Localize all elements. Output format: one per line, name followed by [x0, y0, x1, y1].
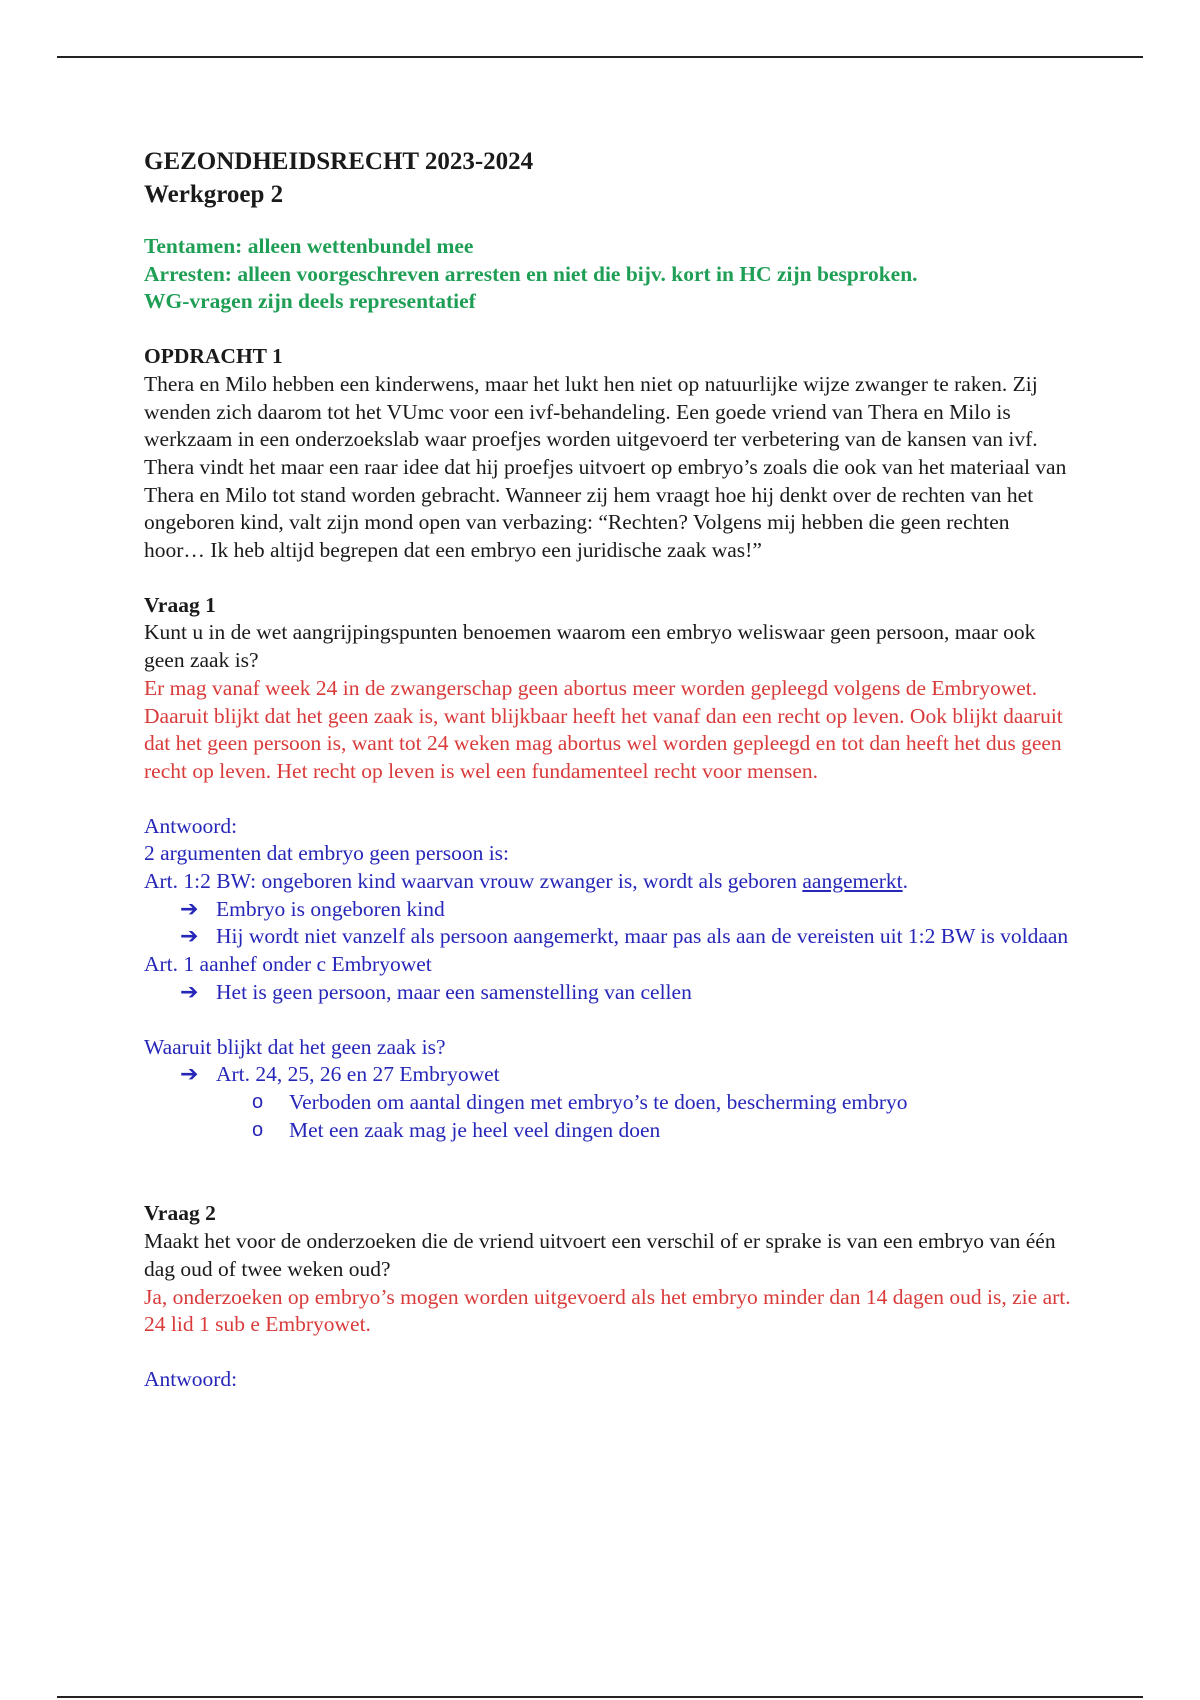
arrow-item-text: Hij wordt niet vanzelf als persoon aangemerkt, maar pas als aan de vereisten uit 1:2 BW is voldaan [216, 924, 1069, 949]
art-line-suffix: . [902, 869, 909, 894]
vraag2-antwoord-label: Antwoord: [144, 1366, 238, 1391]
arrow-icon: ➔ [180, 1062, 199, 1088]
art-line-prefix: Art. 1:2 BW: ongeboren kind waarvan vrouw zwanger is, wordt als geboren [144, 869, 803, 894]
vraag2-heading: Vraag 2 [144, 1201, 216, 1226]
sub-bullet-item [144, 1089, 1074, 1117]
arrow-item [144, 979, 1074, 1007]
arguments-intro: 2 argumenten dat embryo geen persoon is: [144, 841, 510, 866]
art-1-2-line [144, 868, 1074, 896]
vraag2-question: Maakt het voor de onderzoeken die de vriend uitvoert een verschil of er sprake is van een embryo van één dag oud of twee weken oud? [144, 1229, 1056, 1281]
arrow-item-text: Het is geen persoon, maar een samenstelling van cellen [216, 979, 692, 1004]
top-rule [57, 56, 1143, 58]
vraag1-antwoord-label: Antwoord: [144, 813, 238, 838]
opdracht-text: Thera en Milo hebben een kinderwens, maar het lukt hen niet op natuurlijke wijze zwanger te raken. Zij wenden zich daarom tot het VUmc voor een ivf-behandeling. Een goede vriend van Thera en Milo is werkzaam in een onderzoekslab waar proefjes worden uitgevoerd ter verbetering van de kansen van ivf. Thera vindt het maar een raar idee dat hij proefjes uitvoert op embryo’s zoals die ook van het materiaal van Thera en Milo tot stand worden gebracht. Wanneer zij hem vraagt hoe hij denkt over de rechten van het ongeboren kind, valt zijn mond open van verbazing: “Rechten? Volgens mij hebben die geen rechten hoor… Ik heb altijd begrepen dat een embryo een juridische zaak was!” [144, 371, 1067, 563]
document-subtitle: Werkgroep 2 [144, 181, 284, 208]
arrow-icon: ➔ [180, 896, 199, 922]
art-line-underlined: aangemerkt [802, 869, 903, 894]
note-tentamen: Tentamen: alleen wettenbundel mee [144, 234, 474, 258]
vraag1-question: Kunt u in de wet aangrijpingspunten benoemen waarom een embryo weliswaar geen persoon, maar ook geen zaak is? [144, 620, 1036, 673]
note-wg-vragen: WG-vragen zijn deels representatief [144, 289, 476, 314]
sub-bullet-text: Verboden om aantal dingen met embryo’s te doen, bescherming embryo [289, 1089, 908, 1114]
art-1-embryowet-line: Art. 1 aanhef onder c Embryowet [144, 952, 432, 977]
circle-bullet-icon: o [252, 1090, 264, 1113]
vraag1-heading: Vraag 1 [144, 592, 216, 617]
document-body [144, 145, 1074, 1394]
arrow-item-text: Art. 24, 25, 26 en 27 Embryowet [216, 1062, 500, 1087]
sub-bullet-text: Met een zaak mag je heel veel dingen doen [289, 1117, 661, 1142]
arrow-item [144, 923, 1074, 951]
note-arresten: Arresten: alleen voorgeschreven arresten en niet die bijv. kort in HC zijn besproken. [144, 261, 918, 286]
opdracht-heading: OPDRACHT 1 [144, 344, 283, 369]
arrow-item [144, 896, 1074, 924]
circle-bullet-icon: o [252, 1118, 264, 1141]
bottom-rule [57, 1696, 1143, 1698]
zaak-question: Waaruit blijkt dat het geen zaak is? [144, 1034, 446, 1059]
arrow-icon: ➔ [180, 979, 199, 1005]
arrow-item [144, 1061, 1074, 1089]
vraag2-student-answer: Ja, onderzoeken op embryo’s mogen worden uitgevoerd als het embryo minder dan 14 dagen oud is, zie art. 24 lid 1 sub e Embryowet. [144, 1284, 1071, 1337]
vraag1-student-answer: Er mag vanaf week 24 in de zwangerschap geen abortus meer worden gepleegd volgens de Embryowet. Daaruit blijkt dat het geen zaak is, want blijkbaar heeft het vanaf dan een recht op leven. Ook blijkt daaruit dat het geen persoon is, want tot 24 weken mag abortus wel worden gepleegd en tot dan heeft het dus geen recht op leven. Het recht op leven is wel een fundamenteel recht voor mensen. [144, 675, 1063, 783]
arrow-icon: ➔ [180, 924, 199, 950]
arrow-item-text: Embryo is ongeboren kind [216, 896, 445, 921]
document-title: GEZONDHEIDSRECHT 2023-2024 [144, 148, 534, 175]
sub-bullet-item [144, 1117, 1074, 1145]
